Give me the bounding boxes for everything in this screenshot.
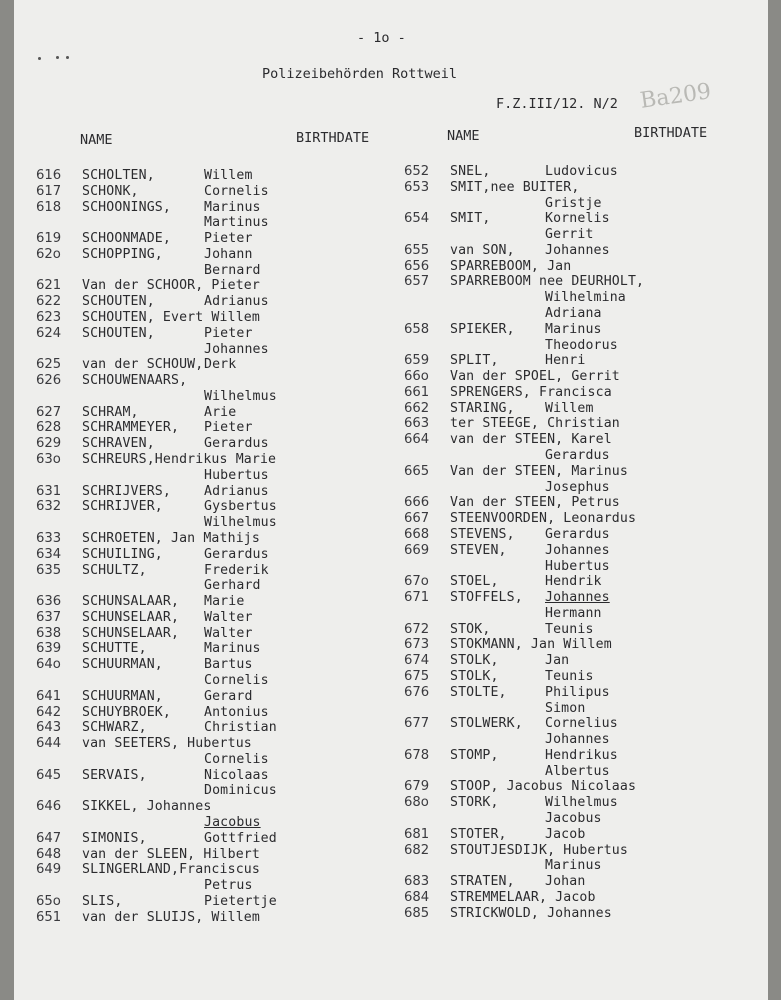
entry-number: 616 — [36, 168, 62, 183]
entry-surname: Van der STEEN, Marinus — [450, 463, 628, 479]
entry-surname: SCHOONMADE, — [82, 231, 171, 247]
entry-given-name: Theodorus — [545, 337, 618, 353]
entry-number: 672 — [404, 621, 430, 637]
entry-number: 641 — [36, 688, 62, 704]
entry-given-name: Gerhard — [204, 578, 261, 594]
entry-surname: van SEETERS, Hubertus — [82, 736, 252, 752]
entry-number: 676 — [404, 684, 430, 700]
entry-surname: STOUTJESDIJK, Hubertus — [450, 842, 628, 858]
entry-given-name: Martinus — [204, 215, 269, 231]
entry-given-name: Adrianus — [204, 294, 269, 310]
entry-given-name: Cornelis — [204, 183, 269, 199]
entry-surname: SCHUURMAN, — [82, 688, 163, 704]
entry-number: 643 — [36, 720, 62, 736]
entry-given-name: Gysbertus — [204, 499, 277, 515]
entry-given-name: Kornelis — [545, 211, 610, 227]
entry-surname: Van der SPOEL, Gerrit — [450, 369, 620, 385]
entry-given-name: Arie — [204, 404, 237, 420]
entry-number: 661 — [404, 384, 430, 400]
entry-number: 639 — [36, 641, 62, 657]
entry-given-name: Gottfried — [204, 830, 277, 846]
entry-surname: SIKKEL, Johannes — [82, 799, 212, 815]
margin-mark — [56, 56, 59, 59]
entry-number: 625 — [36, 357, 62, 373]
entry-given-name: Frederik — [204, 562, 269, 578]
entry-number: 663 — [404, 416, 430, 432]
entry-number: 635 — [36, 562, 62, 578]
entry-number: 629 — [36, 436, 62, 452]
entry-number: 654 — [404, 211, 430, 227]
entry-surname: SPARREBOOM nee DEURHOLT, — [450, 274, 645, 290]
archive-stamp: Ba209 — [638, 79, 713, 114]
entry-given-name: Gristje — [545, 195, 602, 211]
entry-number: 669 — [404, 542, 430, 558]
entry-number: 623 — [36, 310, 62, 326]
entry-number: 622 — [36, 294, 62, 310]
entry-surname: van der SLEEN, Hilbert — [82, 846, 260, 862]
entry-number: 627 — [36, 404, 62, 420]
entry-given-name: Walter — [204, 625, 253, 641]
entry-number: 682 — [404, 842, 430, 858]
entry-given-name: Gerardus — [545, 526, 610, 542]
entry-given-name: Cornelius — [545, 716, 618, 732]
entry-surname: SCHRAM, — [82, 404, 139, 420]
margin-mark — [66, 56, 69, 59]
entry-surname: SNEL, — [450, 164, 491, 179]
entry-surname: SMIT, — [450, 211, 491, 227]
entry-given-name: Jacob — [545, 826, 586, 842]
entry-number: 668 — [404, 526, 430, 542]
entry-number: 65o — [36, 893, 61, 909]
entry-given-name: Johannes — [545, 732, 610, 748]
entry-number: 648 — [36, 846, 62, 862]
entry-given-name: Gerardus — [204, 436, 269, 452]
entry-number: 64o — [36, 657, 61, 673]
entry-number: 655 — [404, 242, 430, 258]
entry-given-name: Wilhelmus — [545, 795, 618, 811]
entry-number: 653 — [404, 179, 430, 195]
entry-number: 66o — [404, 369, 429, 385]
entry-given-name: Jan — [545, 653, 570, 669]
entry-given-name: Marinus — [545, 858, 602, 874]
entry-given-name: Antonius — [204, 704, 269, 720]
entry-number: 665 — [404, 463, 430, 479]
entry-surname: STRATEN, — [450, 874, 515, 890]
entry-surname: Van der SCHOOR, Pieter — [82, 278, 260, 294]
entry-number: 617 — [36, 183, 62, 199]
entry-surname: SCHUNSALAAR, — [82, 594, 180, 610]
entry-surname: SCHOUTEN, — [82, 294, 155, 310]
entry-given-name: Wilhelmina — [545, 290, 626, 306]
entry-number: 674 — [404, 653, 430, 669]
entry-surname: SPIEKER, — [450, 321, 515, 337]
entry-surname: SCHRIJVER, — [82, 499, 163, 515]
entry-number: 644 — [36, 736, 62, 752]
entry-number: 647 — [36, 830, 62, 846]
entry-given-name: Johannes — [545, 590, 610, 606]
entry-given-name: Pieter — [204, 231, 253, 247]
entry-surname: SCHRAMMEYER, — [82, 420, 180, 436]
entry-surname: SCHRAVEN, — [82, 436, 155, 452]
entry-number: 684 — [404, 889, 430, 905]
entry-surname: SCHUTTE, — [82, 641, 147, 657]
entry-given-name: Cornelis — [204, 672, 269, 688]
entry-surname: STOLWERK, — [450, 716, 523, 732]
entry-number: 659 — [404, 353, 430, 369]
entry-number: 683 — [404, 874, 430, 890]
entry-number: 634 — [36, 546, 62, 562]
entry-surname: SCHOLTEN, — [82, 168, 155, 183]
entry-surname: SCHUNSELAAR, — [82, 625, 180, 641]
entry-given-name: Teunis — [545, 668, 594, 684]
entry-surname: SCHUNSELAAR, — [82, 609, 180, 625]
entry-surname: SPRENGERS, Francisca — [450, 384, 612, 400]
entry-number: 62o — [36, 246, 61, 262]
entry-number: 626 — [36, 373, 62, 389]
entry-surname: SPARREBOOM, Jan — [450, 258, 572, 274]
entry-surname: STOLK, — [450, 653, 499, 669]
entry-given-name: Derk — [204, 357, 237, 373]
entry-given-name: Hendrik — [545, 574, 602, 590]
entry-given-name: Dominicus — [204, 783, 277, 799]
entry-number: 677 — [404, 716, 430, 732]
entry-surname: SCHROETEN, Jan Mathijs — [82, 530, 260, 546]
page-number: - 1o - — [357, 30, 406, 46]
entry-surname: SCHREURS,Hendrikus Marie — [82, 452, 277, 468]
entry-given-name: Bartus — [204, 657, 253, 673]
entry-given-name: Christian — [204, 720, 277, 736]
left-name-header: NAME — [80, 132, 113, 148]
entry-number: 673 — [404, 637, 430, 653]
entry-given-name: Johannes — [545, 242, 610, 258]
entry-number: 636 — [36, 594, 62, 610]
entry-surname: SCHONK, — [82, 183, 139, 199]
entry-surname: SCHOUTEN, Evert Willem — [82, 310, 260, 326]
document-page — [14, 0, 768, 1000]
entry-number: 621 — [36, 278, 62, 294]
entry-surname: STORK, — [450, 795, 499, 811]
entry-surname: van der SCHOUW, — [82, 357, 204, 373]
entry-surname: STOTER, — [450, 826, 507, 842]
right-birthdate-header: BIRTHDATE — [634, 125, 708, 141]
entry-number: 657 — [404, 274, 430, 290]
entry-given-name: Hubertus — [545, 558, 610, 574]
entry-given-name: Wilhelmus — [204, 515, 277, 531]
entry-given-name: Walter — [204, 609, 253, 625]
entry-given-name: Petrus — [204, 878, 253, 894]
entry-given-name: Hendrikus — [545, 747, 618, 763]
entry-given-name: Cornelis — [204, 751, 269, 767]
entry-given-name: Hubertus — [204, 467, 269, 483]
entry-surname: STOEL, — [450, 574, 499, 590]
reference-number: F.Z.III/12. N/2 — [496, 96, 618, 112]
entry-surname: STARING, — [450, 400, 515, 416]
document-title: Polizeibehörden Rottweil — [262, 66, 458, 82]
entry-number: 664 — [404, 432, 430, 448]
entry-number: 671 — [404, 590, 430, 606]
entry-given-name: Willem — [545, 400, 594, 416]
entry-given-name: Albertus — [545, 763, 610, 779]
entry-surname: Van der STEEN, Petrus — [450, 495, 620, 511]
entry-number: 619 — [36, 231, 62, 247]
entry-surname: STOLTE, — [450, 684, 507, 700]
entry-surname: van der STEEN, Karel — [450, 432, 612, 448]
entry-given-name: Gerardus — [204, 546, 269, 562]
entry-number: 642 — [36, 704, 62, 720]
entry-number: 666 — [404, 495, 430, 511]
entry-given-name: Adriana — [545, 306, 602, 322]
entry-given-name: Marinus — [545, 321, 602, 337]
entry-surname: van SON, — [450, 242, 515, 258]
entry-surname: STEVEN, — [450, 542, 507, 558]
entry-given-name: Josephus — [545, 479, 610, 495]
entry-surname: ter STEEGE, Christian — [450, 416, 620, 432]
margin-mark — [38, 57, 41, 60]
entry-surname: STOMP, — [450, 747, 499, 763]
entry-surname: STREMMELAAR, Jacob — [450, 889, 596, 905]
entry-surname: SERVAIS, — [82, 767, 147, 783]
entry-number: 631 — [36, 483, 62, 499]
entry-given-name: Ludovicus — [545, 164, 618, 179]
entry-given-name: Adrianus — [204, 483, 269, 499]
entry-surname: SMIT,nee BUITER, — [450, 179, 580, 195]
entry-given-name: Pietertje — [204, 893, 277, 909]
entry-surname: STOLK, — [450, 668, 499, 684]
entry-number: 678 — [404, 747, 430, 763]
entry-given-name: Jacobus — [204, 814, 261, 830]
entry-given-name: Gerard — [204, 688, 253, 704]
entry-number: 662 — [404, 400, 430, 416]
entry-given-name: Bernard — [204, 262, 261, 278]
entry-given-name: Pieter — [204, 420, 253, 436]
left-birthdate-header: BIRTHDATE — [296, 130, 370, 146]
entry-given-name: Gerardus — [545, 448, 610, 464]
entry-number: 618 — [36, 199, 62, 215]
entry-number: 638 — [36, 625, 62, 641]
entry-number: 632 — [36, 499, 62, 515]
entry-surname: SCHOUWENAARS, — [82, 373, 188, 389]
entry-number: 667 — [404, 511, 430, 527]
entry-surname: SCHWARZ, — [82, 720, 147, 736]
entry-surname: van der SLUIJS, Willem — [82, 909, 260, 925]
entry-given-name: Henri — [545, 353, 586, 369]
entry-surname: SCHOPPING, — [82, 246, 163, 262]
entry-number: 658 — [404, 321, 430, 337]
entry-number: 637 — [36, 609, 62, 625]
entry-number: 624 — [36, 325, 62, 341]
entry-surname: STOOP, Jacobus Nicolaas — [450, 779, 637, 795]
entry-number: 679 — [404, 779, 430, 795]
entry-given-name: Philipus — [545, 684, 610, 700]
entry-given-name: Johann — [204, 246, 253, 262]
entry-given-name: Hermann — [545, 605, 602, 621]
entry-given-name: Johannes — [204, 341, 269, 357]
entry-given-name: Jacobus — [545, 810, 602, 826]
entry-number: 645 — [36, 767, 62, 783]
entry-number: 633 — [36, 530, 62, 546]
entry-surname: SCHOONINGS, — [82, 199, 171, 215]
right-name-header: NAME — [447, 128, 480, 144]
entry-given-name: Pieter — [204, 325, 253, 341]
entry-given-name: Gerrit — [545, 227, 594, 243]
entry-surname: SCHUURMAN, — [82, 657, 163, 673]
entry-surname: SLINGERLAND,Franciscus — [82, 862, 260, 878]
entry-number: 649 — [36, 862, 62, 878]
entry-given-name: Marie — [204, 594, 245, 610]
entry-number: 651 — [36, 909, 62, 925]
entry-given-name: Wilhelmus — [204, 388, 277, 404]
entry-surname: SCHUYBROEK, — [82, 704, 171, 720]
entry-number: 646 — [36, 799, 62, 815]
entry-surname: STRICKWOLD, Johannes — [450, 905, 612, 921]
entry-surname: SCHOUTEN, — [82, 325, 155, 341]
entry-given-name: Johannes — [545, 542, 610, 558]
entry-surname: SPLIT, — [450, 353, 499, 369]
entry-surname: SIMONIS, — [82, 830, 147, 846]
entry-given-name: Johan — [545, 874, 586, 890]
entry-given-name: Marinus — [204, 199, 261, 215]
entry-number: 628 — [36, 420, 62, 436]
entry-number: 675 — [404, 668, 430, 684]
entry-surname: STEENVOORDEN, Leonardus — [450, 511, 637, 527]
entry-number: 685 — [404, 905, 430, 921]
entry-surname: STOK, — [450, 621, 491, 637]
entry-given-name: Simon — [545, 700, 586, 716]
entry-number: 63o — [36, 452, 61, 468]
entry-given-name: Marinus — [204, 641, 261, 657]
entry-surname: SCHULTZ, — [82, 562, 147, 578]
entry-given-name: Nicolaas — [204, 767, 269, 783]
entry-surname: STOFFELS, — [450, 590, 523, 606]
entry-number: 68o — [404, 795, 429, 811]
entry-given-name: Willem — [204, 168, 253, 183]
entry-number: 656 — [404, 258, 430, 274]
entry-number: 681 — [404, 826, 430, 842]
entry-surname: SCHRIJVERS, — [82, 483, 171, 499]
entry-number: 67o — [404, 574, 429, 590]
entry-number: 652 — [404, 164, 430, 179]
entry-surname: STOKMANN, Jan Willem — [450, 637, 612, 653]
entry-surname: STEVENS, — [450, 526, 515, 542]
entry-surname: SLIS, — [82, 893, 123, 909]
entry-given-name: Teunis — [545, 621, 594, 637]
entry-surname: SCHUILING, — [82, 546, 163, 562]
